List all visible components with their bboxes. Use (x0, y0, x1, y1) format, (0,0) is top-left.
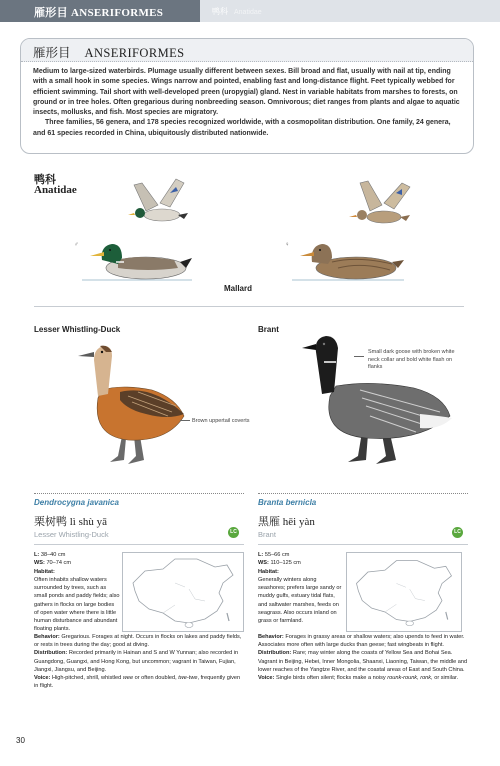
chinese-name-1 (34, 513, 107, 529)
species-name-lesser-whistling-duck: Lesser Whistling-Duck (34, 325, 121, 334)
value-length-1: 38–40 cm (40, 552, 66, 558)
dotted-separator-1 (34, 493, 244, 494)
mallard-female-flying-illustration (340, 177, 420, 237)
range-map-brant (346, 552, 462, 632)
china-map-2 (347, 553, 461, 631)
scientific-name-dendrocygna-javanica: Dendrocygna javanica (34, 498, 119, 507)
value-distribution-2: Rare; may winter along the coasts of Yellow Sea and Bohai Sea. Vagrant in Beijing, Hebei, Inner Mongolia, Shaanxi, Liaoning, Taiwan, the middle and lower reaches of the Yangtze River, and the coastal areas of East and South China. (258, 650, 468, 673)
chinese-name-1-pinyin: lì shù yā (69, 516, 108, 528)
header-order-lat: ANSERIFORMES (70, 7, 164, 19)
value-distribution-1: Recorded primarily in Hainan and S and W Yunnan; also recorded in Guangdong, Guangxi, and Hong Kong, but uncommon; vagrant in Taiwan, Fujian, Jiangxi, Jiangsu, and Beijing. (34, 650, 239, 673)
order-box-text (33, 67, 463, 139)
order-box-title (33, 43, 184, 61)
value-voice-2c: or similar. (432, 675, 459, 682)
label-wingspan-1: WS: (34, 560, 45, 567)
value-habitat-2: Generally winters along seashores; prefers large sandy or muddy gulfs, estuary tidal flats, and saltwater marshes, feeds on seagrass. Also occurs inland on grass or farmland. (258, 577, 342, 625)
chinese-name-2-pinyin: hēi yàn (282, 516, 315, 528)
value-length-2: 55–66 cm (264, 552, 290, 558)
value-behavior-2: Forages in grassy areas or shallow waters; also upends to feed in water. Associates more often with large ducks than geese; fast wingbeats in flight. (258, 634, 465, 649)
mallard-male-flying-illustration (120, 175, 200, 235)
value-voice-1b: or often doubled, (133, 675, 179, 682)
callout-line-brant (354, 356, 364, 357)
order-paragraph-2: Three families, 56 genera, and 178 species recognized worldwide, with a cosmopolitan distribution. One family, 24 genera, and 61 species recorded in China, ubiquitously distributed nationwide. (33, 119, 451, 137)
label-voice-1: Voice: (34, 675, 51, 682)
page-number: 30 (16, 736, 25, 745)
callout-brant-field-marks: Small dark goose with broken white neck collar and bold white flash on flanks (368, 349, 455, 370)
habitat-narrow-2 (258, 576, 344, 632)
section-divider (34, 306, 464, 307)
family-name-lat: Anatidae (34, 184, 77, 196)
mallard-caption: Mallard (224, 284, 253, 293)
header-order-title (34, 4, 163, 20)
conservation-status-badge-2: LC (452, 527, 463, 538)
value-voice-1c: , frequently given in flight. (34, 675, 241, 690)
species-divider-2 (258, 544, 468, 545)
order-paragraph-1: Medium to large-sized waterbirds. Plumage usually different between sexes. Bill broad and flat, usually with nail at tip, ending with a small hook in some species. Wings narrow and pointed, enabling fast and long-distance flight. Feet typically webbed for efficient swimming. Tail short with well-developed preen (uropygial) gland. Nest in variable habitats from marshes to forests, on ground or in tree holes. Often gregarious during nonbreeding season. Omnivorous; diet ranges from plants and algae to aquatic insects, mollusks, and fish. Most species are migratory. (33, 68, 460, 117)
header-family-lat: Anatidae (234, 9, 262, 16)
chinese-name-2-hanzi: 黑雁 (258, 516, 280, 528)
english-name-1: Lesser Whistling-Duck (34, 530, 109, 539)
label-voice-2: Voice: (258, 675, 275, 682)
header-family (212, 6, 262, 17)
species-divider-1 (34, 544, 244, 545)
family-name-zh: 鸭科 (34, 174, 56, 186)
label-wingspan-2: WS: (258, 560, 269, 567)
value-wingspan-1: 70–74 cm (46, 560, 72, 567)
value-habitat-1: Often inhabits shallow waters surrounded by trees, such as small ponds and paddy fields; also gathers in flocks on large bodies of open water where there is little human disturbance and abundant floating plants. (34, 577, 120, 632)
label-length-1: L: (34, 552, 40, 558)
species-name-brant: Brant (258, 325, 279, 334)
habitat-text-1 (34, 568, 122, 576)
header-family-zh: 鸭科 (212, 7, 228, 16)
value-voice-2-em1: rounk-rounk, ronk, (387, 675, 433, 682)
mallard-male-swimming-illustration (78, 238, 196, 284)
chinese-name-2 (258, 513, 315, 529)
value-voice-2a: Single birds often silent; flocks make a noisy (275, 675, 388, 682)
callout-line-uppertail (180, 420, 190, 421)
english-name-2: Brant (258, 530, 276, 539)
order-title-lat: ANSERIFORMES (84, 46, 185, 60)
value-behavior-1: Gregarious. Forages at night. Occurs in flocks on lakes and paddy fields, or rests in trees during the day; good at diving. (34, 634, 242, 649)
habitat-label-2 (258, 568, 346, 576)
value-voice-1a: High-pitched, shrill, whistled (51, 675, 123, 682)
order-description-box (20, 38, 474, 154)
label-behavior-2: Behavior: (258, 634, 284, 640)
habitat-narrow-1 (34, 576, 120, 632)
range-map-lesser-whistling-duck (122, 552, 244, 632)
measurements-habitat-1 (34, 551, 120, 567)
label-distribution-1: Distribution: (34, 650, 68, 657)
lesser-whistling-duck-illustration (72, 340, 192, 470)
conservation-status-badge-1: LC (228, 527, 239, 538)
measurements-2 (258, 551, 344, 567)
value-voice-1-em2: twe-twe (178, 675, 198, 682)
label-habitat-1: Habitat: (34, 569, 55, 575)
label-habitat-2: Habitat: (258, 569, 279, 575)
mallard-female-swimming-illustration (288, 236, 408, 284)
dotted-separator-2 (258, 493, 468, 494)
chinese-name-1-hanzi: 栗树鸭 (34, 516, 67, 528)
callout-brown-uppertail-coverts: Brown uppertail coverts (192, 418, 250, 424)
value-wingspan-2: 110–125 cm (270, 560, 301, 567)
label-distribution-2: Distribution: (258, 650, 292, 657)
order-title-zh: 雁形目 (33, 46, 71, 60)
china-map-1 (123, 553, 243, 631)
male-symbol: ♂ (74, 242, 79, 248)
value-voice-1-em1: wee (122, 675, 134, 682)
scientific-name-branta-bernicla: Branta bernicla (258, 498, 317, 507)
details-block-1 (34, 633, 244, 690)
details-block-2 (258, 633, 468, 682)
header-order-zh: 雁形目 (34, 7, 68, 19)
female-symbol: ♀ (285, 242, 290, 248)
label-length-2: L: (258, 552, 264, 558)
label-behavior-1: Behavior: (34, 634, 60, 640)
